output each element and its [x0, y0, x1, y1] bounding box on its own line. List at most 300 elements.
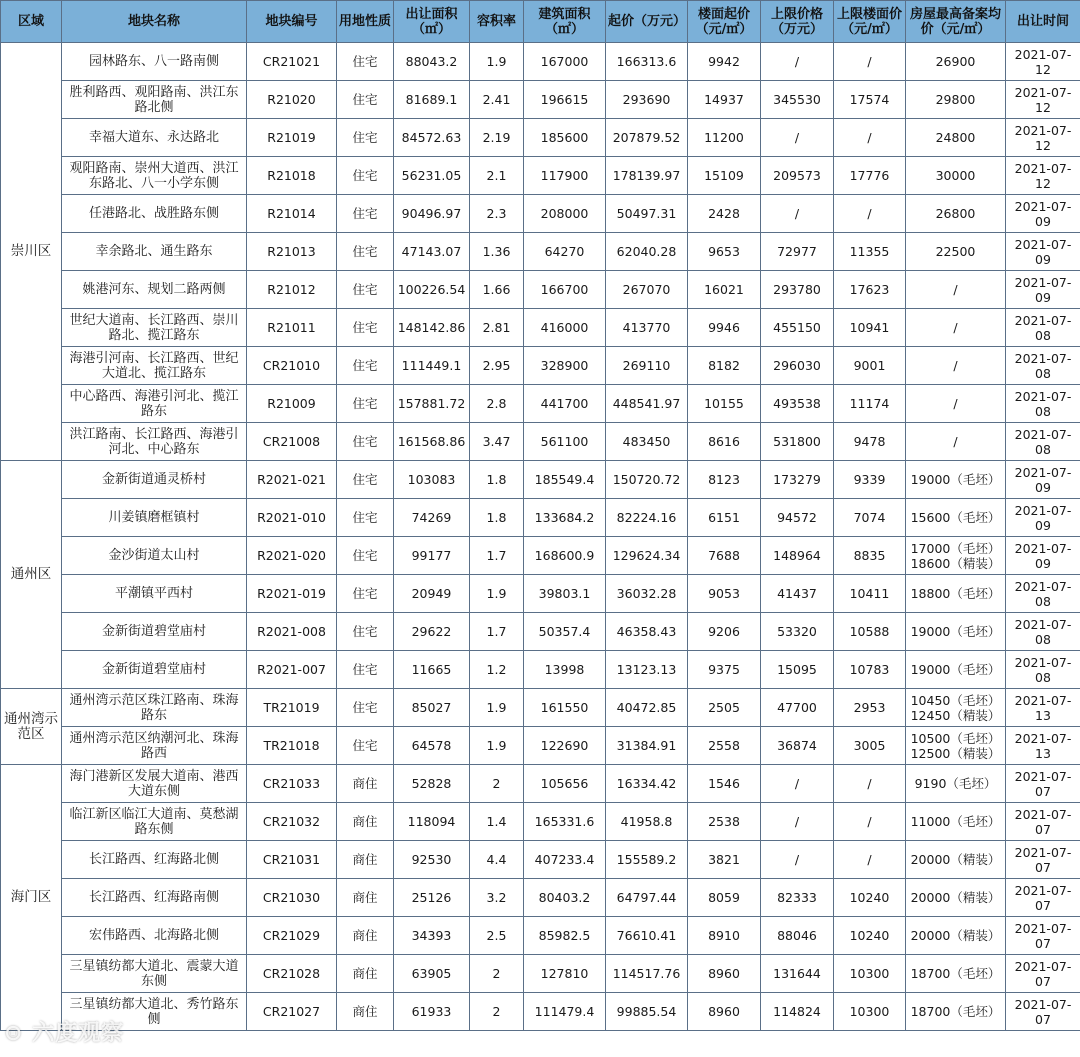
parcel-name-cell: 宏伟路西、北海路北侧 [62, 917, 247, 955]
parcel-name-cell: 金新街道碧堂庙村 [62, 613, 247, 651]
parcel-name-cell: 观阳路南、崇州大道西、洪江东路北、八一小学东侧 [62, 157, 247, 195]
table-cell: 13998 [524, 651, 606, 689]
table-row [1, 195, 1080, 233]
table-cell: 26800 [906, 195, 1006, 233]
table-cell: 1.7 [470, 537, 524, 575]
table-cell: 2021-07-08 [1006, 613, 1080, 651]
parcel-name-cell: 世纪大道南、长江路西、崇川路北、揽江路东 [62, 309, 247, 347]
table-cell: / [906, 347, 1006, 385]
table-cell: 2021-07-12 [1006, 43, 1080, 81]
table-cell: 住宅 [337, 575, 394, 613]
table-cell: 168600.9 [524, 537, 606, 575]
table-cell: 82224.16 [606, 499, 688, 537]
table-cell: 9339 [834, 461, 906, 499]
table-cell: 99177 [394, 537, 470, 575]
table-cell: 15600（毛坯） [906, 499, 1006, 537]
header-cell: 起价（万元） [606, 1, 688, 43]
parcel-name-cell: 通州湾示范区珠江路南、珠海路东 [62, 689, 247, 727]
parcel-name-cell: 三星镇纺都大道北、震蒙大道东侧 [62, 955, 247, 993]
table-cell: R2021-021 [247, 461, 337, 499]
table-cell: 76610.41 [606, 917, 688, 955]
table-cell: 18700（毛坯） [906, 993, 1006, 1031]
table-cell: 1.9 [470, 689, 524, 727]
table-row [1, 81, 1080, 119]
table-cell: 208000 [524, 195, 606, 233]
table-cell: 2.41 [470, 81, 524, 119]
table-cell: 9053 [688, 575, 761, 613]
table-cell: 29800 [906, 81, 1006, 119]
table-cell: 157881.72 [394, 385, 470, 423]
table-cell: 166313.6 [606, 43, 688, 81]
header-cell: 建筑面积（㎡） [524, 1, 606, 43]
table-cell: / [834, 841, 906, 879]
table-cell: 293780 [761, 271, 834, 309]
table-cell: 商住 [337, 803, 394, 841]
table-cell: 296030 [761, 347, 834, 385]
table-cell: 207879.52 [606, 119, 688, 157]
table-cell: 10155 [688, 385, 761, 423]
table-cell: 2.1 [470, 157, 524, 195]
table-row [1, 803, 1080, 841]
table-cell: 20000（精装） [906, 917, 1006, 955]
table-row [1, 955, 1080, 993]
table-cell: R21012 [247, 271, 337, 309]
table-row [1, 233, 1080, 271]
table-cell: 62040.28 [606, 233, 688, 271]
table-cell: 413770 [606, 309, 688, 347]
table-cell: 185600 [524, 119, 606, 157]
table-cell: 82333 [761, 879, 834, 917]
table-cell: 19000（毛坯） [906, 651, 1006, 689]
table-cell: 11355 [834, 233, 906, 271]
table-cell: 9653 [688, 233, 761, 271]
table-cell: 2021-07-07 [1006, 765, 1080, 803]
table-cell: 47700 [761, 689, 834, 727]
table-row [1, 119, 1080, 157]
table-cell: CR21028 [247, 955, 337, 993]
table-cell: 2021-07-13 [1006, 727, 1080, 765]
table-cell: 8910 [688, 917, 761, 955]
table-cell: 36874 [761, 727, 834, 765]
table-cell: 商住 [337, 765, 394, 803]
table-cell: 2021-07-09 [1006, 233, 1080, 271]
table-cell: 117900 [524, 157, 606, 195]
table-cell: 2021-07-08 [1006, 347, 1080, 385]
table-cell: 561100 [524, 423, 606, 461]
table-cell: CR21008 [247, 423, 337, 461]
table-cell: 2021-07-08 [1006, 651, 1080, 689]
table-cell: 8123 [688, 461, 761, 499]
table-body [1, 43, 1080, 1031]
table-cell: 4.4 [470, 841, 524, 879]
table-cell: 52828 [394, 765, 470, 803]
table-cell: 2.8 [470, 385, 524, 423]
table-cell: 2.19 [470, 119, 524, 157]
table-cell: 11200 [688, 119, 761, 157]
parcel-name-cell: 胜利路西、观阳路南、洪江东路北侧 [62, 81, 247, 119]
table-cell: 2021-07-07 [1006, 803, 1080, 841]
parcel-name-cell: 长江路西、红海路南侧 [62, 879, 247, 917]
table-cell: 2021-07-07 [1006, 879, 1080, 917]
table-cell: 8960 [688, 993, 761, 1031]
table-cell: 11174 [834, 385, 906, 423]
table-cell: 9478 [834, 423, 906, 461]
table-cell: 1546 [688, 765, 761, 803]
table-cell: 2953 [834, 689, 906, 727]
table-cell: 2021-07-07 [1006, 841, 1080, 879]
parcel-name-cell: 川姜镇磨框镇村 [62, 499, 247, 537]
table-cell: 131644 [761, 955, 834, 993]
table-cell: 40472.85 [606, 689, 688, 727]
table-cell: 41437 [761, 575, 834, 613]
table-cell: 13123.13 [606, 651, 688, 689]
table-cell: 10300 [834, 993, 906, 1031]
table-cell: 2.5 [470, 917, 524, 955]
table-cell: 25126 [394, 879, 470, 917]
table-cell: 20000（精装） [906, 841, 1006, 879]
table-cell: 8059 [688, 879, 761, 917]
table-cell: 住宅 [337, 499, 394, 537]
table-cell: 商住 [337, 879, 394, 917]
table-row [1, 841, 1080, 879]
table-cell: TR21019 [247, 689, 337, 727]
table-cell: CR21029 [247, 917, 337, 955]
table-cell: 20949 [394, 575, 470, 613]
header-cell: 地块编号 [247, 1, 337, 43]
table-cell: 2428 [688, 195, 761, 233]
table-cell: / [906, 271, 1006, 309]
table-cell: 住宅 [337, 537, 394, 575]
parcel-name-cell: 三星镇纺都大道北、秀竹路东侧 [62, 993, 247, 1031]
table-cell: R21011 [247, 309, 337, 347]
table-cell: 22500 [906, 233, 1006, 271]
table-cell: 50497.31 [606, 195, 688, 233]
table-cell: 住宅 [337, 43, 394, 81]
table-cell: 住宅 [337, 157, 394, 195]
table-cell: 住宅 [337, 347, 394, 385]
table-cell: 74269 [394, 499, 470, 537]
parcel-name-cell: 金沙街道太山村 [62, 537, 247, 575]
table-cell: 173279 [761, 461, 834, 499]
table-cell: 17776 [834, 157, 906, 195]
table-cell: 1.66 [470, 271, 524, 309]
table-cell: 81689.1 [394, 81, 470, 119]
header-cell: 上限楼面价（元/㎡） [834, 1, 906, 43]
table-cell: R2021-020 [247, 537, 337, 575]
table-cell: 2021-07-07 [1006, 955, 1080, 993]
table-cell: 56231.05 [394, 157, 470, 195]
table-cell: 2538 [688, 803, 761, 841]
table-cell: 61933 [394, 993, 470, 1031]
table-cell: 161568.86 [394, 423, 470, 461]
table-cell: 2021-07-09 [1006, 461, 1080, 499]
table-cell: 155589.2 [606, 841, 688, 879]
table-cell: 3821 [688, 841, 761, 879]
table-cell: 15095 [761, 651, 834, 689]
header-cell: 容积率 [470, 1, 524, 43]
parcel-name-cell: 平潮镇平西村 [62, 575, 247, 613]
table-cell: 114517.76 [606, 955, 688, 993]
table-cell: 住宅 [337, 195, 394, 233]
table-row [1, 879, 1080, 917]
table-cell: 3.47 [470, 423, 524, 461]
parcel-name-cell: 金新街道碧堂庙村 [62, 651, 247, 689]
table-cell: 64797.44 [606, 879, 688, 917]
header-cell: 上限价格（万元） [761, 1, 834, 43]
table-cell: 2021-07-13 [1006, 689, 1080, 727]
table-cell: 9946 [688, 309, 761, 347]
table-cell: 161550 [524, 689, 606, 727]
table-cell: R21013 [247, 233, 337, 271]
table-cell: 住宅 [337, 613, 394, 651]
table-cell: 10450（毛坯） 12450（精装） [906, 689, 1006, 727]
table-cell: 1.2 [470, 651, 524, 689]
table-cell: 18800（毛坯） [906, 575, 1006, 613]
table-cell: R2021-007 [247, 651, 337, 689]
table-cell: 商住 [337, 841, 394, 879]
table-cell: / [834, 765, 906, 803]
parcel-name-cell: 姚港河东、规划二路两侧 [62, 271, 247, 309]
table-cell: 商住 [337, 955, 394, 993]
table-cell: R21014 [247, 195, 337, 233]
table-cell: 2021-07-09 [1006, 537, 1080, 575]
table-cell: 9190（毛坯） [906, 765, 1006, 803]
table-cell: R2021-019 [247, 575, 337, 613]
table-cell: 103083 [394, 461, 470, 499]
table-row [1, 993, 1080, 1031]
table-cell: 11665 [394, 651, 470, 689]
table-row [1, 651, 1080, 689]
table-cell: 1.36 [470, 233, 524, 271]
header-cell: 楼面起价（元/㎡） [688, 1, 761, 43]
table-cell: R21018 [247, 157, 337, 195]
table-cell: 31384.91 [606, 727, 688, 765]
table-cell: 2021-07-09 [1006, 499, 1080, 537]
table-cell: 2 [470, 993, 524, 1031]
table-cell: 1.9 [470, 575, 524, 613]
table-cell: 2.81 [470, 309, 524, 347]
table-cell: 165331.6 [524, 803, 606, 841]
parcel-name-cell: 洪江路南、长江路西、海港引河北、中心路东 [62, 423, 247, 461]
table-cell: / [834, 195, 906, 233]
parcel-name-cell: 任港路北、战胜路东侧 [62, 195, 247, 233]
table-cell: R2021-008 [247, 613, 337, 651]
table-cell: 72977 [761, 233, 834, 271]
table-cell: 53320 [761, 613, 834, 651]
table-cell: 7074 [834, 499, 906, 537]
table-row [1, 917, 1080, 955]
table-cell: CR21032 [247, 803, 337, 841]
table-cell: 64578 [394, 727, 470, 765]
table-cell: 3.2 [470, 879, 524, 917]
header-row [1, 1, 1080, 43]
parcel-name-cell: 中心路西、海港引河北、揽江路东 [62, 385, 247, 423]
table-cell: 8960 [688, 955, 761, 993]
table-cell: / [834, 803, 906, 841]
table-cell: 3005 [834, 727, 906, 765]
table-cell: 122690 [524, 727, 606, 765]
table-cell: 2021-07-09 [1006, 271, 1080, 309]
table-cell: 293690 [606, 81, 688, 119]
table-cell: 住宅 [337, 271, 394, 309]
table-cell: 24800 [906, 119, 1006, 157]
parcel-name-cell: 长江路西、红海路北侧 [62, 841, 247, 879]
table-cell: 2021-07-09 [1006, 195, 1080, 233]
table-cell: 2021-07-08 [1006, 423, 1080, 461]
parcel-name-cell: 金新街道通灵桥村 [62, 461, 247, 499]
table-cell: 34393 [394, 917, 470, 955]
table-cell: 8835 [834, 537, 906, 575]
table-cell: 41958.8 [606, 803, 688, 841]
table-cell: 47143.07 [394, 233, 470, 271]
table-row [1, 157, 1080, 195]
table-row [1, 765, 1080, 803]
table-cell: 2558 [688, 727, 761, 765]
table-cell: / [761, 803, 834, 841]
table-cell: 2.3 [470, 195, 524, 233]
table-cell: 住宅 [337, 385, 394, 423]
table-row [1, 347, 1080, 385]
table-cell: 133684.2 [524, 499, 606, 537]
table-cell: 1.9 [470, 727, 524, 765]
table-cell: 7688 [688, 537, 761, 575]
table-cell: CR21010 [247, 347, 337, 385]
table-row [1, 385, 1080, 423]
table-cell: 2021-07-12 [1006, 81, 1080, 119]
header-cell: 用地性质 [337, 1, 394, 43]
table-cell: / [761, 119, 834, 157]
table-cell: 39803.1 [524, 575, 606, 613]
watermark-logo: ⊙ 六度观察 [4, 1021, 125, 1046]
table-cell: 8616 [688, 423, 761, 461]
table-cell: 住宅 [337, 233, 394, 271]
table-cell: 30000 [906, 157, 1006, 195]
region-cell: 通州湾示范区 [1, 689, 62, 765]
table-cell: 10500（毛坯） 12500（精装） [906, 727, 1006, 765]
table-cell: 345530 [761, 81, 834, 119]
table-cell: 63905 [394, 955, 470, 993]
table-cell: 99885.54 [606, 993, 688, 1031]
table-cell: 26900 [906, 43, 1006, 81]
table-cell: 2021-07-12 [1006, 157, 1080, 195]
table-row [1, 537, 1080, 575]
table-cell: R21009 [247, 385, 337, 423]
table-cell: 17000（毛坯） 18600（精装） [906, 537, 1006, 575]
table-cell: 483450 [606, 423, 688, 461]
parcel-name-cell: 幸余路北、通生路东 [62, 233, 247, 271]
table-cell: 455150 [761, 309, 834, 347]
table-row [1, 309, 1080, 347]
header-cell: 区域 [1, 1, 62, 43]
table-cell: 150720.72 [606, 461, 688, 499]
table-cell: 166700 [524, 271, 606, 309]
table-cell: 209573 [761, 157, 834, 195]
table-cell: 148964 [761, 537, 834, 575]
table-cell: 住宅 [337, 309, 394, 347]
table-cell: R21020 [247, 81, 337, 119]
table-cell: 住宅 [337, 689, 394, 727]
table-cell: 1.8 [470, 461, 524, 499]
table-cell: 2021-07-07 [1006, 917, 1080, 955]
table-cell: 商住 [337, 917, 394, 955]
table-row [1, 423, 1080, 461]
parcel-name-cell: 海港引河南、长江路西、世纪大道北、揽江路东 [62, 347, 247, 385]
table-cell: 90496.97 [394, 195, 470, 233]
parcel-name-cell: 幸福大道东、永达路北 [62, 119, 247, 157]
table-cell: 1.8 [470, 499, 524, 537]
table-cell: 448541.97 [606, 385, 688, 423]
table-cell: 2021-07-07 [1006, 993, 1080, 1031]
table-cell: 84572.63 [394, 119, 470, 157]
table-cell: 441700 [524, 385, 606, 423]
table-cell: 8182 [688, 347, 761, 385]
table-cell: / [906, 423, 1006, 461]
table-cell: 493538 [761, 385, 834, 423]
region-cell: 通州区 [1, 461, 62, 689]
table-cell: CR21033 [247, 765, 337, 803]
table-cell: R21019 [247, 119, 337, 157]
table-cell: TR21018 [247, 727, 337, 765]
table-cell: 商住 [337, 993, 394, 1031]
table-cell: 6151 [688, 499, 761, 537]
table-cell: 住宅 [337, 651, 394, 689]
table-cell: 9375 [688, 651, 761, 689]
table-cell: 114824 [761, 993, 834, 1031]
table-cell: 1.7 [470, 613, 524, 651]
parcel-name-cell: 临江新区临江大道南、莫愁湖路东侧 [62, 803, 247, 841]
table-cell: 11000（毛坯） [906, 803, 1006, 841]
table-cell: 17574 [834, 81, 906, 119]
table-cell: 10240 [834, 917, 906, 955]
table-cell: 2.95 [470, 347, 524, 385]
table-cell: 住宅 [337, 461, 394, 499]
table-cell: 18700（毛坯） [906, 955, 1006, 993]
table-cell: 2505 [688, 689, 761, 727]
table-cell: 105656 [524, 765, 606, 803]
table-cell: / [906, 309, 1006, 347]
table-cell: 16334.42 [606, 765, 688, 803]
table-cell: / [906, 385, 1006, 423]
table-cell: 10411 [834, 575, 906, 613]
table-cell: 111449.1 [394, 347, 470, 385]
table-cell: CR21027 [247, 993, 337, 1031]
table-cell: 10783 [834, 651, 906, 689]
table-cell: 10300 [834, 955, 906, 993]
table-row [1, 43, 1080, 81]
table-cell: 88043.2 [394, 43, 470, 81]
table-cell: 407233.4 [524, 841, 606, 879]
region-cell: 崇川区 [1, 43, 62, 461]
table-cell: 80403.2 [524, 879, 606, 917]
table-cell: 416000 [524, 309, 606, 347]
table-cell: CR21030 [247, 879, 337, 917]
table-cell: / [761, 43, 834, 81]
table-cell: 85027 [394, 689, 470, 727]
table-cell: 2021-07-08 [1006, 309, 1080, 347]
region-cell: 海门区 [1, 765, 62, 1031]
parcel-name-cell: 通州湾示范区纳潮河北、珠海路西 [62, 727, 247, 765]
table-cell: 64270 [524, 233, 606, 271]
table-row [1, 461, 1080, 499]
table-row [1, 575, 1080, 613]
table-cell: 36032.28 [606, 575, 688, 613]
table-cell: 10941 [834, 309, 906, 347]
table-cell: 15109 [688, 157, 761, 195]
table-cell: / [761, 841, 834, 879]
parcel-name-cell: 海门港新区发展大道南、港西大道东侧 [62, 765, 247, 803]
table-cell: 118094 [394, 803, 470, 841]
table-cell: 531800 [761, 423, 834, 461]
